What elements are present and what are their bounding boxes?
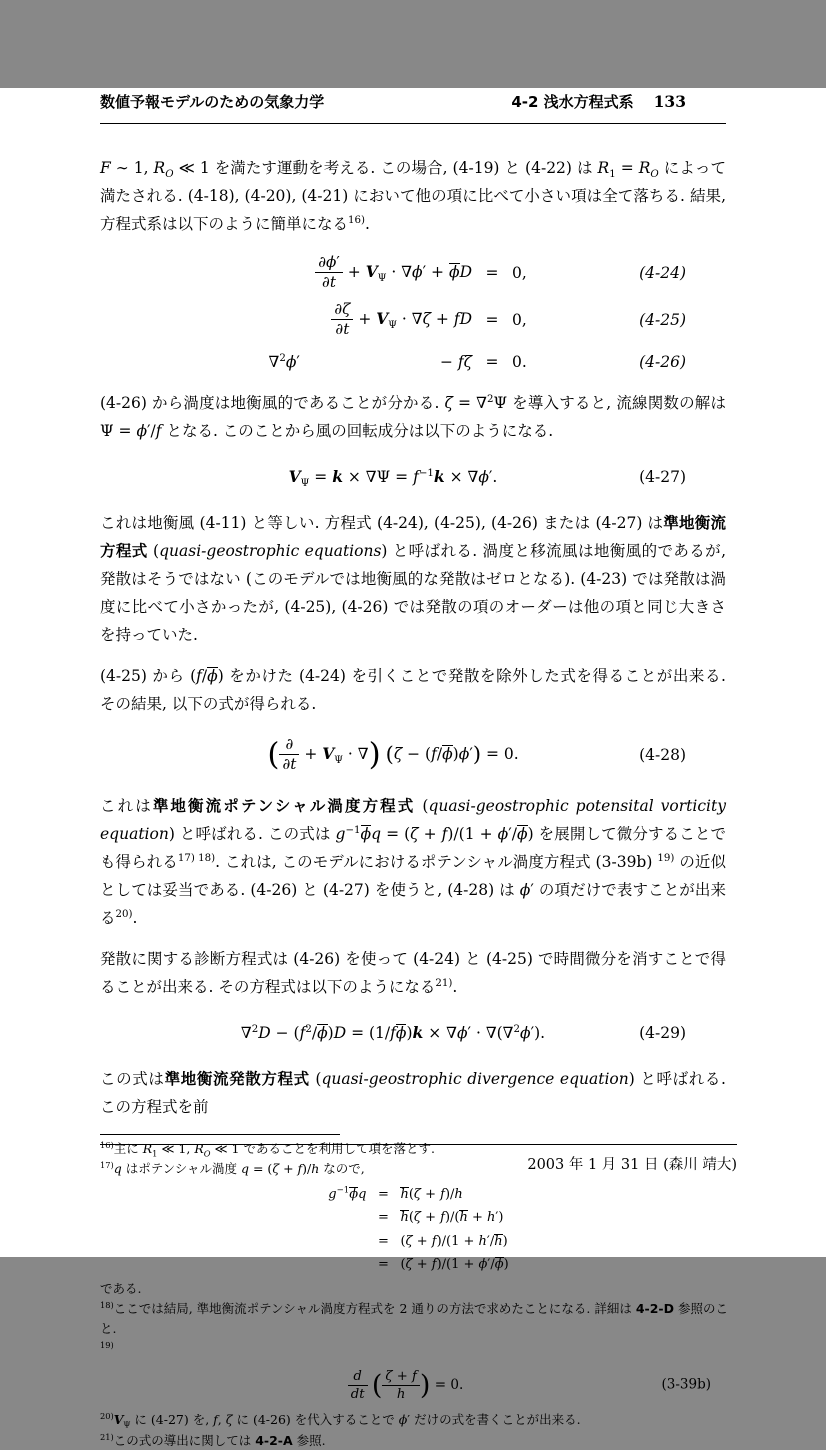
document-page	[0, 88, 826, 1448]
equation-339b-number: (3-39b)	[661, 1376, 711, 1393]
equation-425-lhs: $\frac{\partial\zeta}{\partial t}$ + $V_\Psi \cdot \nabla\zeta$ + fD	[100, 301, 472, 339]
footnote-17-closing: である.	[100, 1280, 142, 1296]
page-footer	[100, 1144, 737, 1179]
equation-427	[100, 461, 726, 493]
equation-428	[100, 734, 726, 776]
header-right-group	[511, 88, 726, 116]
equation-429-number: (4-29)	[639, 1023, 686, 1042]
footnote-19	[100, 1339, 737, 1402]
page-number: 133	[653, 92, 686, 111]
footnote-16-marker: 16)	[100, 1139, 114, 1150]
equation-426-number: (4-26)	[639, 352, 686, 371]
fn17-eq-rhs-1: h(ζ + f)/h	[400, 1186, 463, 1202]
equation-424	[100, 254, 726, 292]
equation-424-relation: =	[485, 263, 499, 282]
equation-426-relation: =	[485, 352, 499, 371]
fn17-eq-rel-4: =	[378, 1257, 389, 1273]
footnote-21-text: この式の導出に関しては 4-2-A 参照.	[113, 1432, 326, 1448]
paragraph-6: 発散に関する診断方程式は (4-26) を使って (4-24) と (4-25) で時間微分を消すことで得ることが出来る. その方程式は以下のようになる$^{21)}$.	[100, 949, 726, 996]
footnote-21	[100, 1431, 737, 1450]
equation-428-body: ( $\frac{\partial}{\partial t}$ + $V_\Psi$ · ∇) (ζ − (f/ϕ)ϕ′) = 0.	[267, 734, 519, 774]
equation-424-rhs: 0,	[512, 263, 527, 282]
equation-426	[100, 348, 726, 376]
footnote-20-text: $V_\Psi$ に (4-27) を, f, ζ に (4-26) を代入することで ϕ′ だけの式を書くことが出来る.	[113, 1412, 581, 1430]
paragraph-4: (4-25) から (f/ϕ) をかけた (4-24) を引くことで発散を除外した式を得ることが出来る. その結果, 以下の式が得られる.	[100, 666, 726, 713]
document-title: 数値予報モデルのための気象力学	[100, 93, 325, 111]
footnote-16-text: 主に $R_1$ ≪ 1, $R_O$ ≪ 1 であることを利用して項を落とす.	[113, 1140, 435, 1159]
equation-429-body: $\nabla^2D - (f^2/\phi)D = (1/f\phi)k \times \nabla\phi' \cdot \nabla(\nabla^2\phi')$.	[240, 1022, 546, 1042]
footnote-19-equation	[100, 1369, 737, 1402]
paragraph-7: この式は準地衡流発散方程式 (quasi-geostrophic divergence equation) と呼ばれる. この方程式を前	[100, 1069, 726, 1116]
equation-429	[100, 1017, 726, 1049]
footnote-18-marker: 18)	[100, 1300, 114, 1311]
equation-424-number: (4-24)	[639, 263, 686, 282]
footer-date-author: 2003 年 1 月 31 日 (森川 靖大)	[527, 1157, 737, 1173]
footnotes-section	[100, 1139, 737, 1450]
equation-425-relation: =	[485, 310, 499, 329]
fn17-eq-rel-3: =	[378, 1233, 389, 1249]
paragraph-1: F ∼ 1, $R_O$ ≪ 1 を満たす運動を考える. この場合, (4-19) と (4-22) は $R_1 = R_O$ によって満たされる. (4-18), (4-20), (4-21) において他の項に比べて小さい項は全て落ちる. 結果, 方程式系は以下のように簡単になる$^{16)}$.	[100, 159, 726, 233]
equation-425	[100, 301, 726, 339]
footnote-divider-rule	[100, 1134, 340, 1135]
page-header	[100, 88, 726, 124]
footnote-17-text: q はポテンシャル渦度 q = (ζ + f)/h なので,	[113, 1161, 365, 1177]
equation-427-body: $V_\Psi = k \times \nabla\Psi = f^{-1}k \times \nabla\phi'$.	[288, 466, 498, 489]
paragraph-3: これは地衡風 (4-11) と等しい. 方程式 (4-24), (4-25), (4-26) または (4-27) は準地衡流方程式 (quasi-geostrophic equations) と呼ばれる. 渦度と移流風は地衡風的であるが, 発散はそうではない (このモデルでは地衡風的な発散はゼロとなる). (4-23) では発散は渦度に比べて小さかったが, (4-25), (4-26) では発散の項のオーダーは他の項と同じ大きさを持っていた.	[100, 513, 726, 644]
footnote-18	[100, 1299, 737, 1338]
fn17-eq-rel-1: =	[378, 1186, 389, 1202]
equation-system-424-426	[100, 254, 726, 376]
fn17-eq-rhs-4: (ζ + f)/(1 + ϕ′/ϕ)	[400, 1257, 509, 1273]
equation-426-rhs: 0.	[512, 352, 527, 371]
equation-427-number: (4-27)	[639, 467, 686, 486]
footnote-19-marker: 19)	[100, 1340, 114, 1351]
footnote-17	[100, 1159, 737, 1298]
footnote-20-marker: 20)	[100, 1411, 114, 1421]
fn17-eq-lhs: $g^{-1}\phi q$	[328, 1185, 367, 1202]
fn17-eq-rel-2: =	[378, 1210, 389, 1226]
main-text-column	[100, 154, 726, 1135]
equation-426-lhs: ∇$^2$ϕ′ − fζ	[268, 352, 472, 371]
equation-424-lhs: $\frac{\partial\phi'}{\partial t}$ + $V_\Psi \cdot \nabla\phi' + \phi D$	[100, 254, 472, 292]
equation-428-number: (4-28)	[639, 745, 686, 764]
footnote-20	[100, 1410, 737, 1430]
fn17-eq-rhs-2: h(ζ + f)/(h + h′)	[400, 1210, 504, 1226]
footnote-21-marker: 21)	[100, 1431, 114, 1442]
footnote-18-text: ここでは結局, 準地衡流ポテンシャル渦度方程式を 2 通りの方法で求めたことになる. 詳細は 4-2-D 参照のこと.	[100, 1301, 728, 1336]
section-title: 4-2 浅水方程式系	[511, 93, 634, 111]
footnote-17-marker: 17)	[100, 1160, 114, 1171]
equation-339b-body: $\frac{d}{dt}$ ( $\frac{\zeta + f}{h}$ ) = 0.	[348, 1377, 464, 1393]
footnote-17-equations	[328, 1185, 508, 1275]
equation-425-rhs: 0,	[512, 310, 527, 329]
equation-425-number: (4-25)	[639, 310, 686, 329]
paragraph-5: これは準地衡流ポテンシャル渦度方程式 (quasi-geostrophic potensital vorticity equation) と呼ばれる. この式は $g^{-1}\phi q = (\zeta + f)/(1 + \phi'/\phi)$ を展開して微分することでも得られる$^{17) 18)}$. これは, このモデルにおけるポテンシャル渦度方程式 (3-39b) $^{19)}$ の近似としては妥当である. (4-26) と (4-27) を使うと, (4-28) は ϕ′ の項だけで表すことが出来る$^{20)}$.	[100, 796, 727, 927]
paragraph-2: (4-26) から渦度は地衡風的であることが分かる. ζ = ∇$^2$Ψ を導入すると, 流線関数の解は Ψ = ϕ′/f となる. このことから風の回転成分は以下のようになる.	[100, 393, 726, 440]
fn17-eq-rhs-3: (ζ + f)/(1 + h′/h)	[400, 1233, 508, 1249]
